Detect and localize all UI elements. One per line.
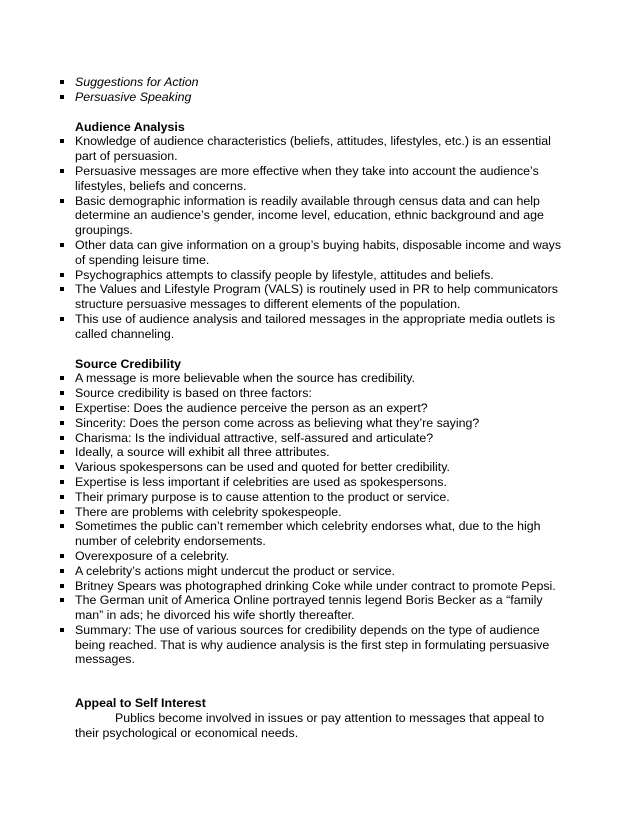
bullet-icon	[60, 243, 64, 247]
bullet-icon	[60, 139, 64, 143]
list-item: Sincerity: Does the person come across as believing what they’re saying?	[75, 416, 565, 431]
list-item: Source credibility is based on three factors:	[75, 386, 565, 401]
list-item: Britney Spears was photographed drinking Coke while under contract to promote Pepsi.	[75, 579, 565, 594]
bullet-icon	[60, 287, 64, 291]
bullet-icon	[60, 465, 64, 469]
bullet-icon	[60, 273, 64, 277]
bullet-icon	[60, 199, 64, 203]
intro-list	[75, 75, 565, 105]
bullet-icon	[60, 436, 64, 440]
list-item: Basic demographic information is readily available through census data and can help determine an audience’s gender, income level, education, ethnic background and age groupings.	[75, 194, 565, 238]
bullet-icon	[60, 524, 64, 528]
bullet-icon	[60, 510, 64, 514]
bullet-icon	[60, 406, 64, 410]
list-item: There are problems with celebrity spokespeople.	[75, 505, 565, 520]
list-item: Persuasive Speaking	[75, 90, 565, 105]
audience-analysis-list	[75, 134, 565, 341]
list-item: Their primary purpose is to cause attention to the product or service.	[75, 490, 565, 505]
list-item: Suggestions for Action	[75, 75, 565, 90]
bullet-icon	[60, 569, 64, 573]
section-heading: Audience Analysis	[75, 119, 185, 134]
section-heading: Appeal to Self Interest	[75, 696, 206, 711]
source-credibility-section	[75, 357, 565, 668]
audience-analysis-section	[75, 120, 565, 342]
bullet-icon	[60, 391, 64, 395]
bullet-icon	[60, 480, 64, 484]
list-item: Knowledge of audience characteristics (beliefs, attitudes, lifestyles, etc.) is an essential part of persuasion.	[75, 134, 565, 164]
bullet-icon	[60, 584, 64, 588]
list-item: Sometimes the public can’t remember which celebrity endorses what, due to the high number of celebrity endorsements.	[75, 519, 565, 549]
bullet-icon	[60, 554, 64, 558]
list-item: This use of audience analysis and tailored messages in the appropriate media outlets is called channeling.	[75, 312, 565, 342]
section-heading: Source Credibility	[75, 356, 182, 371]
bullet-icon	[60, 95, 64, 99]
list-item: The Values and Lifestyle Program (VALS) is routinely used in PR to help communicators structure persuasive messages to different elements of the population.	[75, 282, 565, 312]
bullet-icon	[60, 421, 64, 425]
bullet-icon	[60, 80, 64, 84]
list-item: Persuasive messages are more effective when they take into account the audience’s lifestyles, beliefs and concerns.	[75, 164, 565, 194]
list-item: Overexposure of a celebrity.	[75, 549, 565, 564]
list-item: Other data can give information on a group’s buying habits, disposable income and ways of spending leisure time.	[75, 238, 565, 268]
list-item: The German unit of America Online portrayed tennis legend Boris Becker as a “family man” in ads; he divorced his wife shortly thereafter.	[75, 593, 565, 623]
bullet-icon	[60, 317, 64, 321]
list-item: A celebrity’s actions might undercut the product or service.	[75, 564, 565, 579]
list-item: Various spokespersons can be used and quoted for better credibility.	[75, 460, 565, 475]
list-item: Summary: The use of various sources for credibility depends on the type of audience being reached. That is why audience analysis is the first step in formulating persuasive messages.	[75, 623, 565, 667]
bullet-icon	[60, 169, 64, 173]
body-paragraph: Publics become involved in issues or pay attention to messages that appeal to their psychological or economical needs.	[75, 711, 545, 740]
list-item: Expertise is less important if celebrities are used as spokespersons.	[75, 475, 565, 490]
document-content	[75, 75, 565, 741]
bullet-icon	[60, 495, 64, 499]
list-item: Psychographics attempts to classify people by lifestyle, attitudes and beliefs.	[75, 268, 565, 283]
list-item: Ideally, a source will exhibit all three attributes.	[75, 445, 565, 460]
list-item: Charisma: Is the individual attractive, self-assured and articulate?	[75, 431, 565, 446]
bullet-icon	[60, 598, 64, 602]
list-item: Expertise: Does the audience perceive the person as an expert?	[75, 401, 565, 416]
bullet-icon	[60, 376, 64, 380]
bullet-icon	[60, 450, 64, 454]
list-item: A message is more believable when the source has credibility.	[75, 371, 565, 386]
appeal-self-interest-section	[75, 696, 565, 740]
bullet-icon	[60, 628, 64, 632]
source-credibility-list	[75, 371, 565, 667]
